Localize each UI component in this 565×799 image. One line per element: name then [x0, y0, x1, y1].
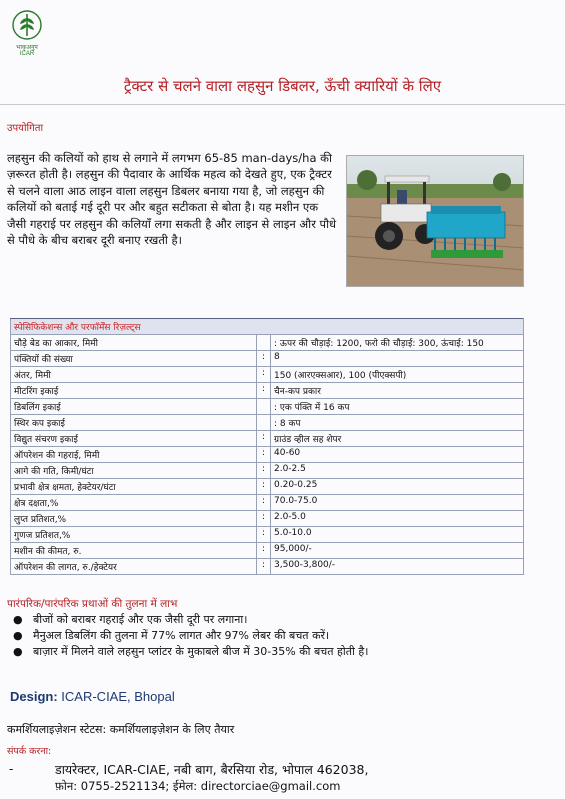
spec-label: विद्युत संचरण इकाई — [11, 431, 257, 447]
spec-separator: : — [257, 447, 271, 463]
spec-table-heading: स्पेसिफिकेशन्स और परफॉर्मेंस रिज़ल्ट्स — [11, 319, 524, 335]
title-divider — [0, 104, 565, 105]
spec-label: ऑपरेशन की लागत, रु./हेक्टेयर — [11, 559, 257, 575]
spec-value: 150 (आरएक्सआर), 100 (पीएक्सपी) — [271, 367, 524, 383]
spec-separator — [257, 415, 271, 431]
design-label: Design: — [10, 689, 58, 704]
spec-separator: : — [257, 367, 271, 383]
icar-logo — [10, 8, 44, 57]
spec-separator: : — [257, 495, 271, 511]
spec-value: 8 — [271, 351, 524, 367]
spec-table-row — [11, 495, 524, 511]
page-title: ट्रैक्टर से चलने वाला लहसुन डिबलर, ऊँची क्यारियों के लिए — [123, 77, 442, 95]
spec-separator: : — [257, 351, 271, 367]
usage-paragraph: लहसुन की कलियों को हाथ से लगाने में लगभग 65-85 man-days/ha की ज़रूरत होती है। लहसुन की पैदावार के आर्थिक महत्व को देखते हुए, एक ट्रैक्टर से चलने वाला आठ लाइन वाला लहसुन डिबलर बनाया गया है, जो लहसुन की कलियों को बताई गई दूरी पर और बहुत सटीकता से बोता है। यह मशीन एक जैसी गहराई पर लहसुन की कलियाँ लगा सकती है और लाइन से लाइन और पौधे से पौधे के बीच बराबर दूरी बनाए रखती है। — [7, 151, 337, 248]
spec-table-row — [11, 351, 524, 367]
spec-table-row — [11, 415, 524, 431]
spec-table-row — [11, 511, 524, 527]
contact-heading: संपर्क करना: — [7, 746, 52, 757]
spec-table-header — [11, 319, 524, 335]
spec-separator — [257, 399, 271, 415]
spec-separator: : — [257, 479, 271, 495]
garlic-dibbler-photo — [346, 155, 524, 287]
contact-address: डायरेक्टर, ICAR-CIAE, नबी बाग, बैरसिया रोड, भोपाल 462038, — [55, 762, 369, 777]
commercialization-status: कमर्शियलाइज़ेशन स्टेटस: कमर्शियलाइज़ेशन के लिए तैयार — [7, 723, 235, 736]
spec-label: डिबलिंग इकाई — [11, 399, 257, 415]
spec-label: क्षेत्र दक्षता,% — [11, 495, 257, 511]
spec-separator: : — [257, 543, 271, 559]
spec-table-row — [11, 431, 524, 447]
benefit-text: बीजों को बराबर गहराई और एक जैसी दूरी पर लगाना। — [33, 613, 248, 626]
spec-table — [10, 318, 524, 575]
spec-value: 40-60 — [271, 447, 524, 463]
spec-table-row — [11, 335, 524, 351]
spec-separator: : — [257, 463, 271, 479]
spec-table-row — [11, 399, 524, 415]
spec-table-row — [11, 447, 524, 463]
spec-value: 2.0-5.0 — [271, 511, 524, 527]
contact-dash: - — [9, 762, 14, 776]
spec-label: ऑपरेशन की गहराई, मिमी — [11, 447, 257, 463]
spec-separator: : — [257, 431, 271, 447]
wheat-emblem-icon — [10, 8, 44, 42]
spec-value: 3,500-3,800/- — [271, 559, 524, 575]
spec-label: गुणज प्रतिशत,% — [11, 527, 257, 543]
spec-value: : 8 कप — [271, 415, 524, 431]
spec-label: मीटरिंग इकाई — [11, 383, 257, 399]
spec-value: 0.20-0.25 — [271, 479, 524, 495]
spec-label: प्रभावी क्षेत्र क्षमता, हेक्टेयर/घंटा — [11, 479, 257, 495]
design-credit — [10, 689, 175, 704]
spec-value: 70.0-75.0 — [271, 495, 524, 511]
spec-label: लुप्त प्रतिशत,% — [11, 511, 257, 527]
spec-value: 5.0-10.0 — [271, 527, 524, 543]
spec-table-row — [11, 463, 524, 479]
spec-table-row — [11, 479, 524, 495]
benefit-text: बाज़ार में मिलने वाले लहसुन प्लांटर के मुकाबले बीज में 30-35% की बचत होती है। — [33, 645, 369, 658]
benefit-item — [7, 628, 547, 644]
bullet-icon: ● — [13, 629, 23, 642]
benefit-item — [7, 612, 547, 628]
spec-value: ग्राउंड व्हील सह शेपर — [271, 431, 524, 447]
benefit-text: मैनुअल डिबलिंग की तुलना में 77% लागत और 97% लेबर की बचत करें। — [33, 629, 330, 642]
spec-separator — [257, 335, 271, 351]
spec-separator: : — [257, 511, 271, 527]
design-value: ICAR-CIAE, Bhopal — [61, 689, 175, 704]
spec-separator: : — [257, 559, 271, 575]
benefit-item — [7, 644, 547, 660]
spec-value: : ऊपर की चौड़ाई: 1200, फरो की चौड़ाई: 300, ऊंचाई: 150 — [271, 335, 524, 351]
spec-label: मशीन की कीमत, रु. — [11, 543, 257, 559]
spec-separator: : — [257, 383, 271, 399]
spec-label: स्थिर कप इकाई — [11, 415, 257, 431]
tractor-dibbler-illustration — [347, 156, 524, 287]
spec-separator: : — [257, 527, 271, 543]
spec-table-row — [11, 367, 524, 383]
spec-value: 95,000/- — [271, 543, 524, 559]
spec-label: चौड़े बेड का आकार, मिमी — [11, 335, 257, 351]
usage-heading: उपयोगिता — [7, 123, 44, 134]
bullet-icon: ● — [13, 645, 23, 658]
benefits-list — [7, 612, 547, 660]
spec-label: पंक्तियों की संख्या — [11, 351, 257, 367]
spec-table-row — [11, 543, 524, 559]
spec-value: : एक पंक्ति में 16 कप — [271, 399, 524, 415]
spec-label: अंतर, मिमी — [11, 367, 257, 383]
spec-label: आगे की गति, किमी/घंटा — [11, 463, 257, 479]
contact-phone-email: फ़ोन: 0755-2521134; ईमेल: directorciae@gmail.com — [55, 779, 341, 793]
spec-table-row — [11, 527, 524, 543]
bullet-icon: ● — [13, 613, 23, 626]
spec-value: 2.0-2.5 — [271, 463, 524, 479]
spec-value: चैन-कप प्रकार — [271, 383, 524, 399]
comparison-heading: पारंपरिक/पारंपरिक प्रथाओं की तुलना में लाभ — [7, 598, 178, 610]
spec-table-row — [11, 559, 524, 575]
spec-table-row — [11, 383, 524, 399]
logo-caption: भाकृअनुप ICAR — [16, 45, 38, 57]
